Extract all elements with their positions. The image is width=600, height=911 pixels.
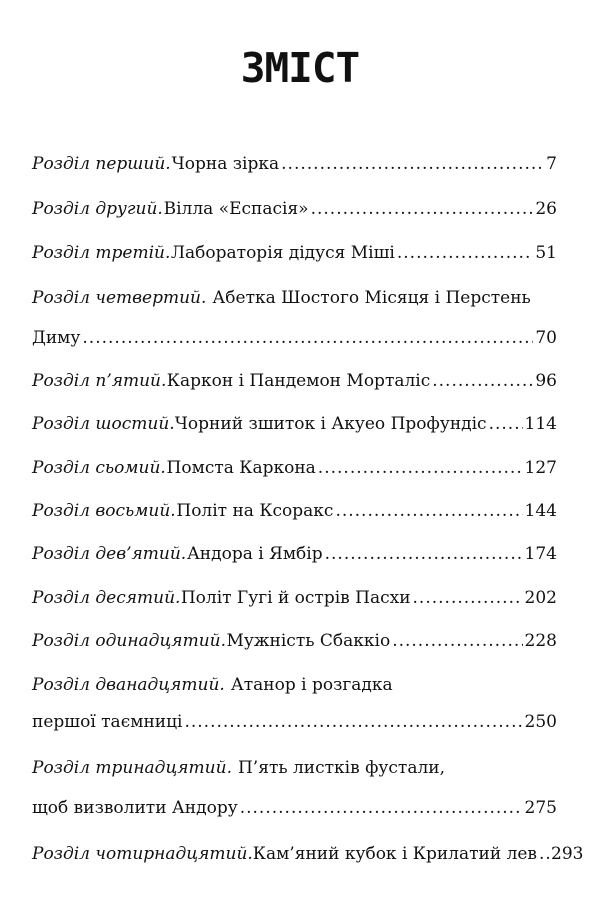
page-number: 7 [546,154,557,174]
chapter-label: Розділ другий. [32,199,163,219]
leader-dots [489,408,523,440]
page-number: 228 [524,631,557,651]
leader-dots [413,582,523,614]
page-number: 174 [524,544,557,564]
toc-entry [32,452,557,484]
leader-dots [184,706,522,738]
chapter-label: Розділ восьмий. [32,501,176,521]
chapter-label: Розділ одинадцятий. [32,631,226,651]
chapter-label: Розділ десятий. [32,588,181,608]
toc-entry-continuation [32,706,557,738]
toc-entry [32,282,557,314]
toc-entry [32,408,557,440]
chapter-title: Атанор і розгадка [230,675,393,695]
leader-dots [335,495,522,527]
chapter-title-continued: щоб визволити Андору [32,798,238,818]
chapter-title-continued: першої таємниці [32,712,183,732]
chapter-title: Кам’яний кубок і Крилатий лев [252,844,538,864]
leader-dots [539,838,549,870]
chapter-label: Розділ тринадцятий. [32,758,232,778]
page-number: 250 [524,712,557,732]
leader-dots [397,237,533,269]
chapter-title: Вілла «Еспасія» [163,199,309,219]
leader-dots [281,148,544,180]
chapter-label: Розділ перший. [32,154,171,174]
leader-dots [392,625,522,657]
toc-entry [32,752,557,784]
chapter-title: Чорний зшиток і Акуео Профундіс [174,414,487,434]
toc-entry [32,148,557,180]
leader-dots [311,193,534,225]
toc-entry [32,193,557,225]
toc-entry [32,625,557,657]
leader-dots [325,538,523,570]
page-number: 114 [524,414,557,434]
page-number: 70 [535,328,557,348]
chapter-label: Розділ дванадцятий. [32,675,225,695]
chapter-title: Чорна зірка [171,154,280,174]
chapter-title: П’ять листків фустали, [237,758,445,778]
leader-dots [82,322,533,354]
toc-entry [32,669,557,701]
page-number: 26 [535,199,557,219]
chapter-label: Розділ п’ятий. [32,371,167,391]
chapter-title: Лабораторія дідуся Міші [170,243,395,263]
chapter-title: Каркон і Пандемон Морталіс [166,371,431,391]
chapter-title: Андора і Ямбір [186,544,323,564]
toc-entry-continuation [32,322,557,354]
page-number: 202 [524,588,557,608]
chapter-label: Розділ дев’ятий. [32,544,187,564]
chapter-label: Розділ шостий. [32,414,175,434]
page-number: 51 [535,243,557,263]
page-title: ЗМІСТ [240,44,360,92]
page-number: 144 [524,501,557,521]
leader-dots [240,792,523,824]
chapter-label: Розділ сьомий. [32,458,166,478]
toc-entry [32,582,557,614]
toc-entry [32,365,557,397]
page-number: 96 [535,371,557,391]
page-number: 127 [524,458,557,478]
toc-entry [32,495,557,527]
chapter-title: Політ на Ксоракс [176,501,334,521]
toc-entry [32,538,557,570]
chapter-label: Розділ чотирнадцятий. [32,844,253,864]
leader-dots [432,365,533,397]
page-number: 275 [524,798,557,818]
chapter-title: Мужність Сбаккіо [226,631,391,651]
page-number: 293 [551,844,584,864]
toc-entry [32,237,557,269]
chapter-title: Політ Гугі й острів Пасхи [180,588,411,608]
chapter-title-continued: Диму [32,328,81,348]
toc-entry [32,838,584,870]
chapter-label: Розділ четвертий. [32,288,207,308]
leader-dots [318,452,523,484]
chapter-label: Розділ третій. [32,243,171,263]
toc-entry-continuation [32,792,557,824]
chapter-title: Помста Каркона [166,458,316,478]
chapter-title: Абетка Шостого Місяця і Перстень [212,288,531,308]
